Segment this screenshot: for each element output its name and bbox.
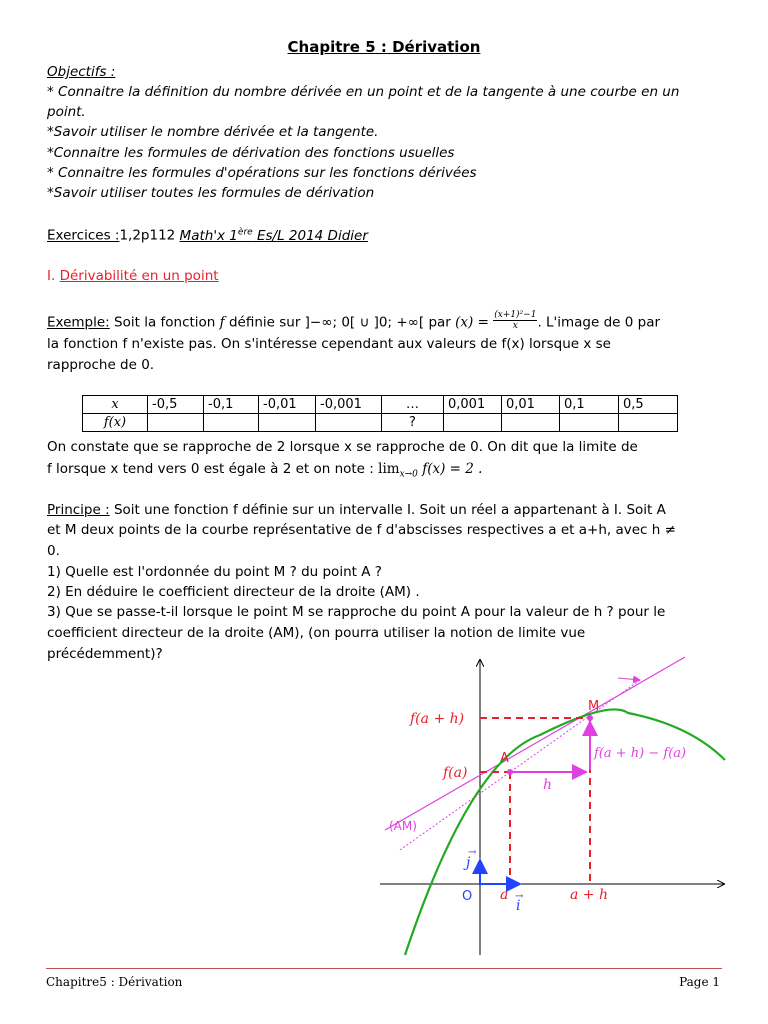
point-A: [507, 769, 513, 775]
exercises-label: Exercices :: [47, 227, 120, 244]
label-fa: f(a): [443, 765, 468, 781]
table-cell: -0,001: [316, 396, 382, 414]
table-cell: -0,1: [204, 396, 259, 414]
label-h: h: [543, 777, 553, 793]
example-line-1: Exemple: Soit la fonction f définie sur ]−∞; 0[ ∪ ]0; +∞[ par (x) = $\frac{\text{(x+1)²−1}}{x}$ . L'image de 0 par: [47, 310, 661, 331]
label-A: A: [500, 751, 509, 766]
principle-line-1: Principe : Soit une fonction f définie sur un intervalle I. Soit un réel a appartenant à I. Soit A: [47, 502, 666, 518]
exercises-book: Math'x 1ère Es/L 2014 Didier: [179, 227, 368, 244]
question-3a: 3) Que se passe-t-il lorsque le point M se rapproche du point A pour la valeur de h ? pour le: [47, 604, 666, 620]
label-j: j: [466, 855, 471, 871]
table-cell: 0,001: [444, 396, 502, 414]
secant-line: [385, 657, 685, 830]
question-2: 2) En déduire le coefficient directeur de la droite (AM) .: [47, 584, 420, 600]
principle-line-3: 0.: [47, 543, 60, 559]
footer-page: Page 1: [679, 975, 720, 989]
table-cell: 0,1: [560, 396, 619, 414]
table-cell: 0,5: [619, 396, 678, 414]
label-a: a: [500, 887, 509, 903]
table-cell: …: [382, 396, 444, 414]
tangent-line: [400, 680, 640, 850]
table-cell: -0,01: [259, 396, 316, 414]
label-AM: (AM): [389, 819, 417, 833]
principle-label: Principe :: [47, 502, 110, 518]
example-label: Exemple:: [47, 314, 110, 331]
question-3c: précédemment)?: [47, 646, 163, 662]
fraction: $\frac{\text{(x+1)²−1}}{x}$: [494, 310, 537, 331]
principle-line-2: et M deux points de la courbe représentative de f d'abscisses respectives a et a+h, avec h ≠: [47, 522, 676, 538]
label-M: M: [588, 699, 600, 714]
label-a-plus-h: a + h: [570, 887, 608, 903]
table-cell: f(x): [83, 414, 148, 432]
example-line-2: la fonction f n'existe pas. On s'intéresse cependant aux valeurs de f(x) lorsque x se: [47, 336, 611, 352]
table-cell: -0,5: [148, 396, 204, 414]
question-3b: coefficient directeur de la droite (AM), (on pourra utiliser la notion de limite vue: [47, 625, 586, 641]
table-cell: ?: [382, 414, 444, 432]
label-difference: f(a + h) − f(a): [594, 746, 687, 761]
objective-item: * Connaitre les formules d'opérations sur les fonctions dérivées: [47, 165, 477, 181]
table-cell: 0,01: [502, 396, 560, 414]
question-1: 1) Quelle est l'ordonnée du point M ? du point A ?: [47, 564, 382, 580]
objective-item: point.: [47, 104, 86, 120]
limit-line-2: f lorsque x tend vers 0 est égale à 2 et on note : $\lim_{x\to 0} f(x) = 2$ .: [47, 461, 483, 480]
objective-item: *Savoir utiliser toutes les formules de dérivation: [47, 185, 375, 201]
label-fah: f(a + h): [410, 711, 465, 727]
objective-item: *Connaitre les formules de dérivation des fonctions usuelles: [47, 145, 455, 161]
footer-left: Chapitre5 : Dérivation: [46, 975, 183, 989]
rotation-arrow: [618, 678, 640, 680]
objective-item: *Savoir utiliser le nombre dérivée et la tangente.: [47, 124, 379, 140]
limit-line-1: On constate que se rapproche de 2 lorsque x se rapproche de 0. On dit que la limite de: [47, 439, 638, 455]
label-j-arrow: →: [468, 847, 477, 858]
page-title: Chapitre 5 : Dérivation: [287, 38, 481, 56]
point-M: [587, 715, 593, 721]
label-O: O: [462, 889, 473, 904]
objectives-heading: Objectifs :: [47, 64, 116, 80]
section-number: I.: [47, 268, 56, 284]
table-cell: x: [83, 396, 148, 414]
label-i-arrow: →: [515, 891, 524, 902]
exercises-refs: 1,2p112: [119, 227, 176, 244]
objective-item: * Connaitre la définition du nombre dérivée en un point et de la tangente à une courbe en un: [47, 84, 680, 100]
section-title: Dérivabilité en un point: [59, 268, 219, 284]
label-i: i: [516, 898, 521, 914]
example-line-3: rapproche de 0.: [47, 357, 155, 373]
footer-rule: [46, 968, 722, 969]
